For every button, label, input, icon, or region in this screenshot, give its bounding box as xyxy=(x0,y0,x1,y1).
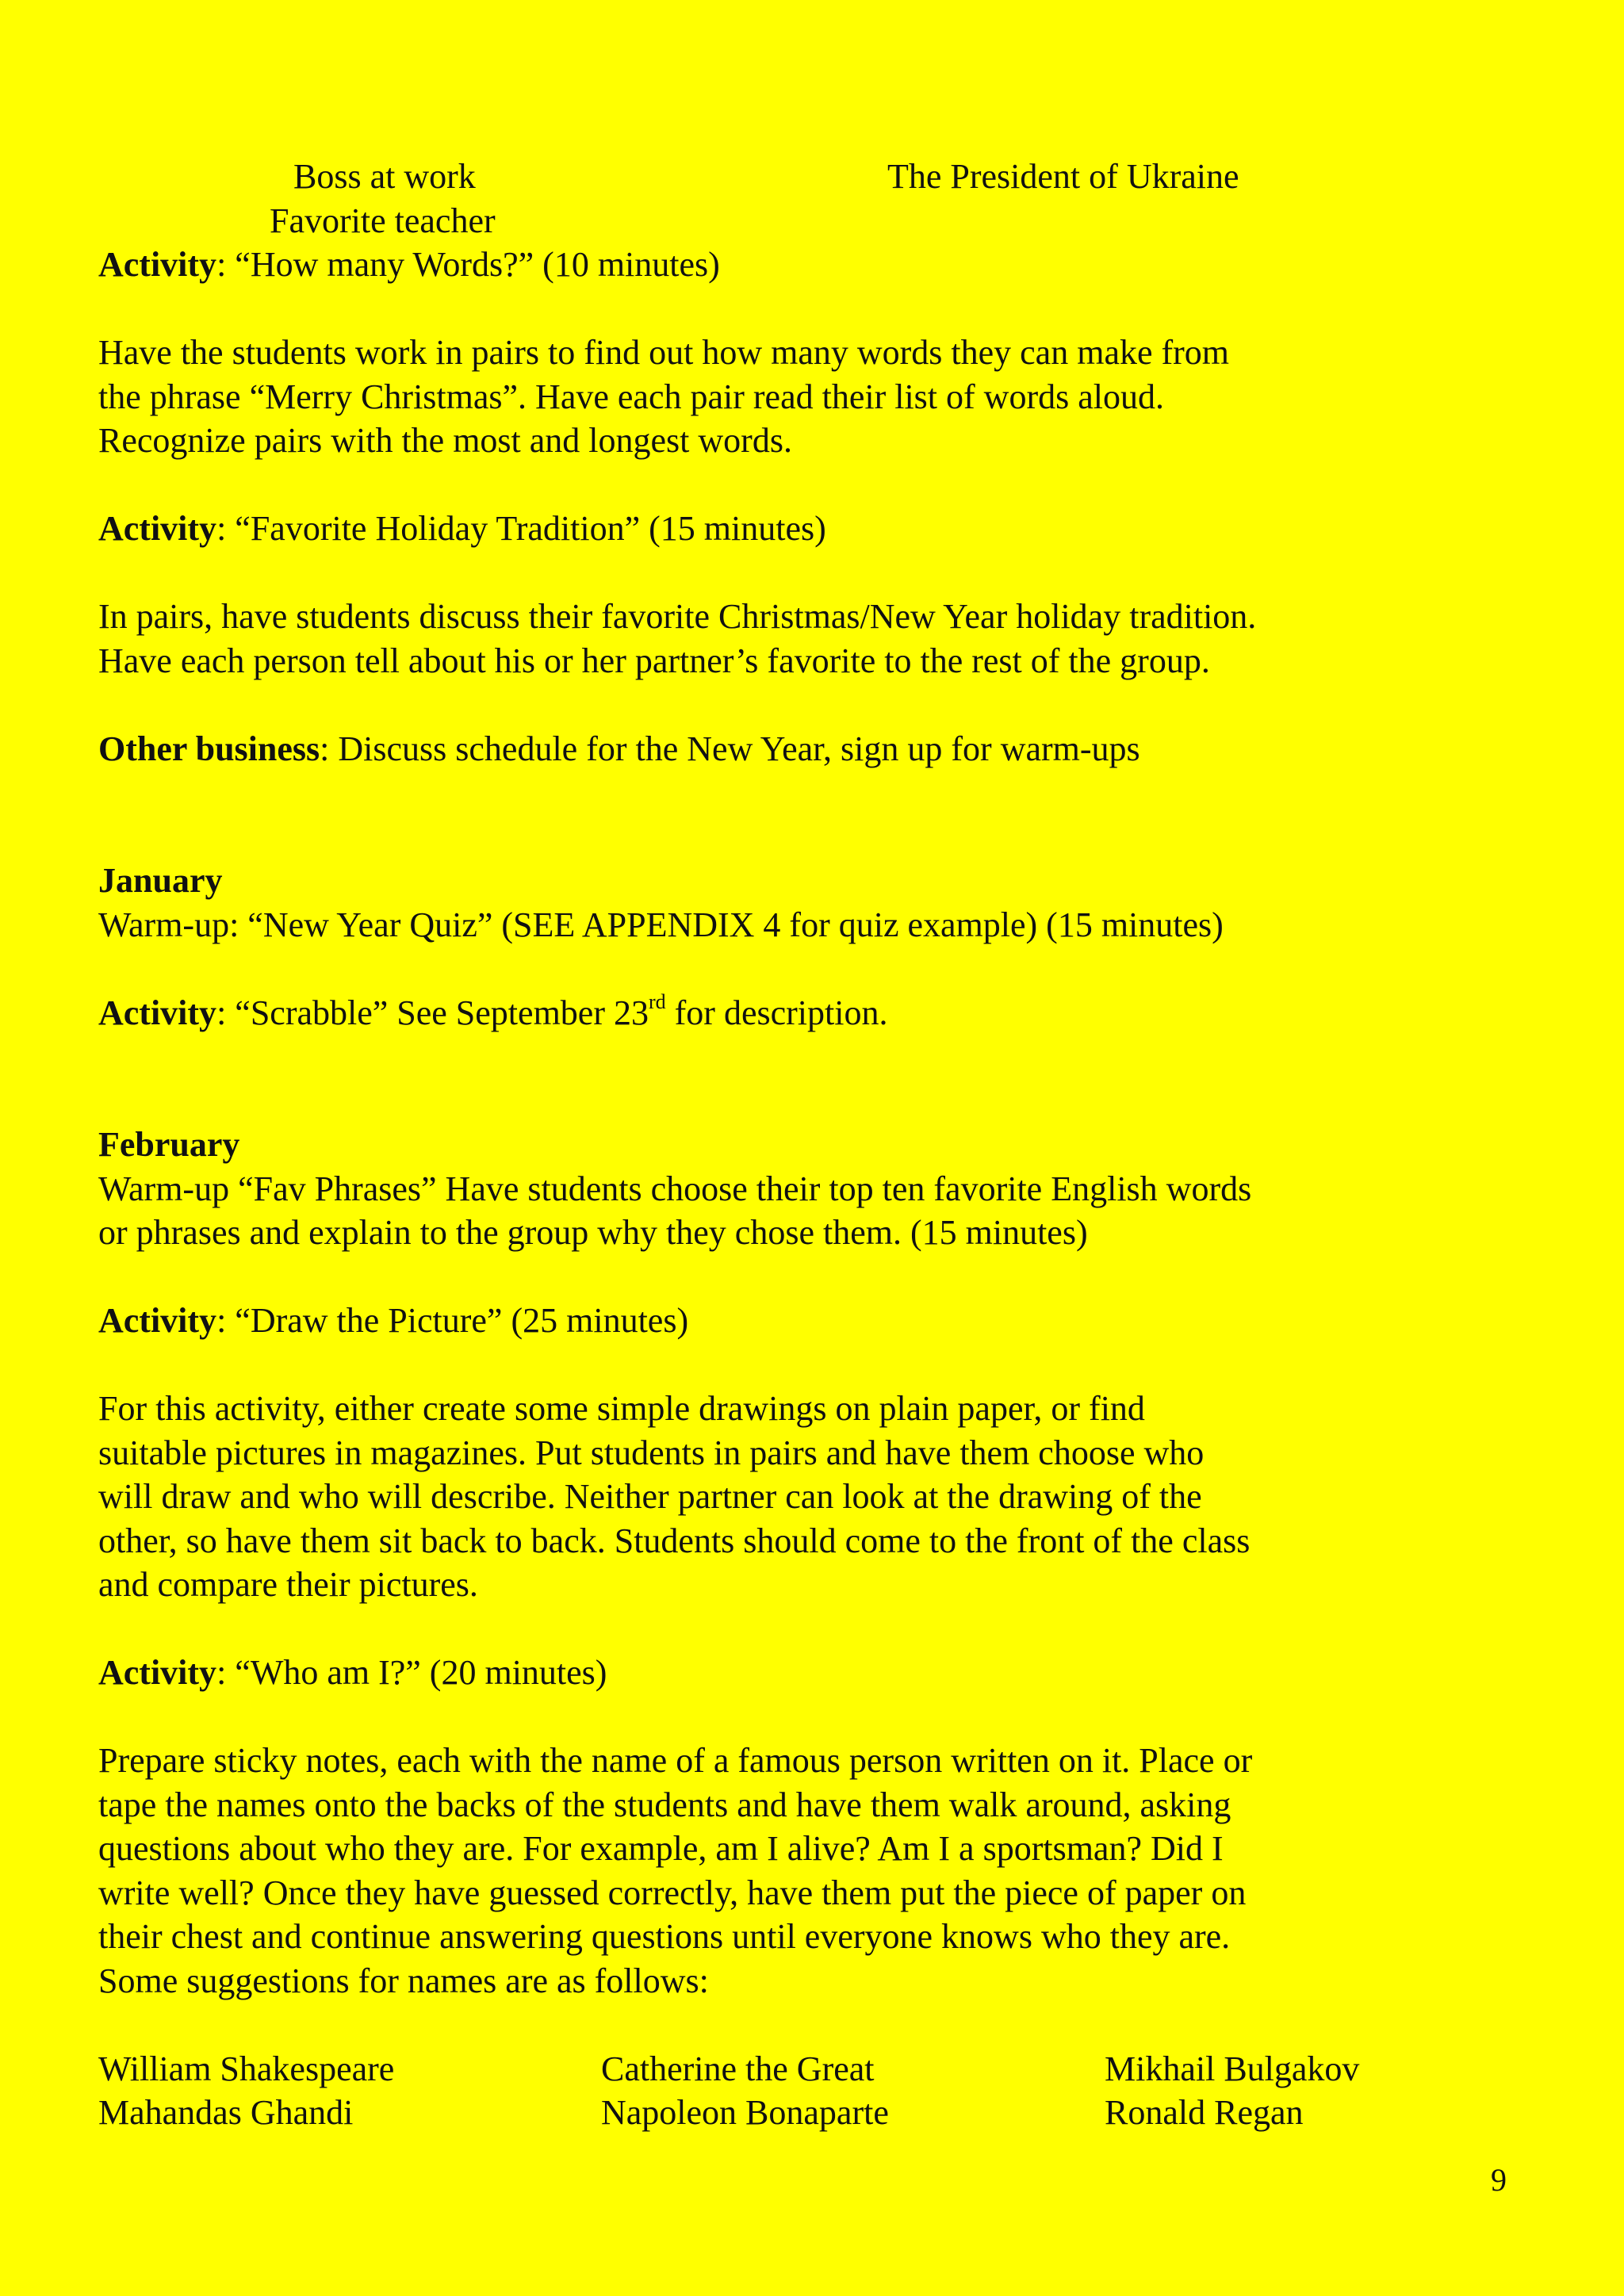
famous-names-list xyxy=(98,2047,1399,2135)
activity-label: Activity xyxy=(98,1653,217,1692)
paragraph-line: other, so have them sit back to back. Students should come to the front of the class xyxy=(98,1521,1251,1560)
paragraph-line: suitable pictures in magazines. Put students in pairs and have them choose who xyxy=(98,1433,1205,1472)
role-boss-at-work: Boss at work xyxy=(293,157,476,196)
month-title: February xyxy=(98,1125,240,1164)
famous-name: Mikhail Bulgakov xyxy=(1105,2049,1360,2088)
page-number: 9 xyxy=(1491,2162,1507,2198)
famous-name: Mahandas Ghandi xyxy=(98,2093,354,2132)
other-business-label: Other business xyxy=(98,729,320,768)
activity-label: Activity xyxy=(98,509,217,548)
role-favorite-teacher: Favorite teacher xyxy=(270,201,496,240)
paragraph-line: Warm-up “Fav Phrases” Have students choose their top ten favorite English words xyxy=(98,1169,1252,1208)
january-activity: Activity: “Scrabble” See September 23rd for description. xyxy=(98,989,888,1032)
paragraph-line: For this activity, either create some simple drawings on plain paper, or find xyxy=(98,1389,1145,1428)
draw-picture-heading xyxy=(98,1299,1399,1343)
paragraph-line: the phrase “Merry Christmas”. Have each pair read their list of words aloud. xyxy=(98,377,1164,416)
other-business xyxy=(98,727,1399,771)
month-title: January xyxy=(98,861,223,900)
activity-title: : “Who am I?” (20 minutes) xyxy=(216,1653,607,1692)
paragraph-line: questions about who they are. For example, am I alive? Am I a sportsman? Did I xyxy=(98,1829,1224,1868)
paragraph-line: In pairs, have students discuss their favorite Christmas/New Year holiday tradition. xyxy=(98,597,1257,636)
january-heading xyxy=(98,859,1399,903)
paragraph-line: write well? Once they have guessed correctly, have them put the piece of paper on xyxy=(98,1873,1247,1912)
holiday-tradition-heading xyxy=(98,507,1399,551)
role-president: The President of Ukraine xyxy=(887,157,1239,196)
activity-label: Activity xyxy=(98,993,217,1032)
famous-name: Napoleon Bonaparte xyxy=(601,2093,889,2132)
other-business-text: : Discuss schedule for the New Year, sign up for warm-ups xyxy=(320,729,1140,768)
how-many-words-heading xyxy=(98,243,1399,287)
paragraph-line: and compare their pictures. xyxy=(98,1565,478,1604)
activity-title: : “Favorite Holiday Tradition” (15 minutes) xyxy=(216,509,826,548)
activity-label: Activity xyxy=(98,245,217,284)
paragraph-line: their chest and continue answering questions until everyone knows who they are. xyxy=(98,1917,1231,1956)
paragraph-line: or phrases and explain to the group why they chose them. (15 minutes) xyxy=(98,1213,1088,1252)
document-page xyxy=(98,155,1399,2135)
famous-name: William Shakespeare xyxy=(98,2049,395,2088)
famous-name: Catherine the Great xyxy=(601,2049,875,2088)
activity-title: : “Draw the Picture” (25 minutes) xyxy=(216,1301,689,1340)
paragraph-line: Have the students work in pairs to find out how many words they can make from xyxy=(98,333,1230,372)
famous-name: Ronald Regan xyxy=(1105,2093,1304,2132)
paragraph-line: tape the names onto the backs of the students and have them walk around, asking xyxy=(98,1785,1231,1824)
ordinal-suffix: rd xyxy=(648,989,666,1013)
february-heading xyxy=(98,1123,1399,1167)
paragraph-line: Some suggestions for names are as follows: xyxy=(98,1961,709,2000)
paragraph-line: will draw and who will describe. Neither partner can look at the drawing of the xyxy=(98,1477,1202,1516)
paragraph-line: Prepare sticky notes, each with the name of a famous person written on it. Place or xyxy=(98,1741,1253,1780)
paragraph-line: Have each person tell about his or her partner’s favorite to the rest of the group. xyxy=(98,641,1210,680)
who-am-i-heading xyxy=(98,1651,1399,1695)
activity-label: Activity xyxy=(98,1301,217,1340)
paragraph-line: Recognize pairs with the most and longest words. xyxy=(98,421,792,460)
role-suggestions-row-2 xyxy=(98,199,1399,243)
january-warmup: Warm-up: “New Year Quiz” (SEE APPENDIX 4 for quiz example) (15 minutes) xyxy=(98,905,1224,944)
activity-title: : “How many Words?” (10 minutes) xyxy=(216,245,720,284)
role-suggestions-row xyxy=(98,155,1399,199)
